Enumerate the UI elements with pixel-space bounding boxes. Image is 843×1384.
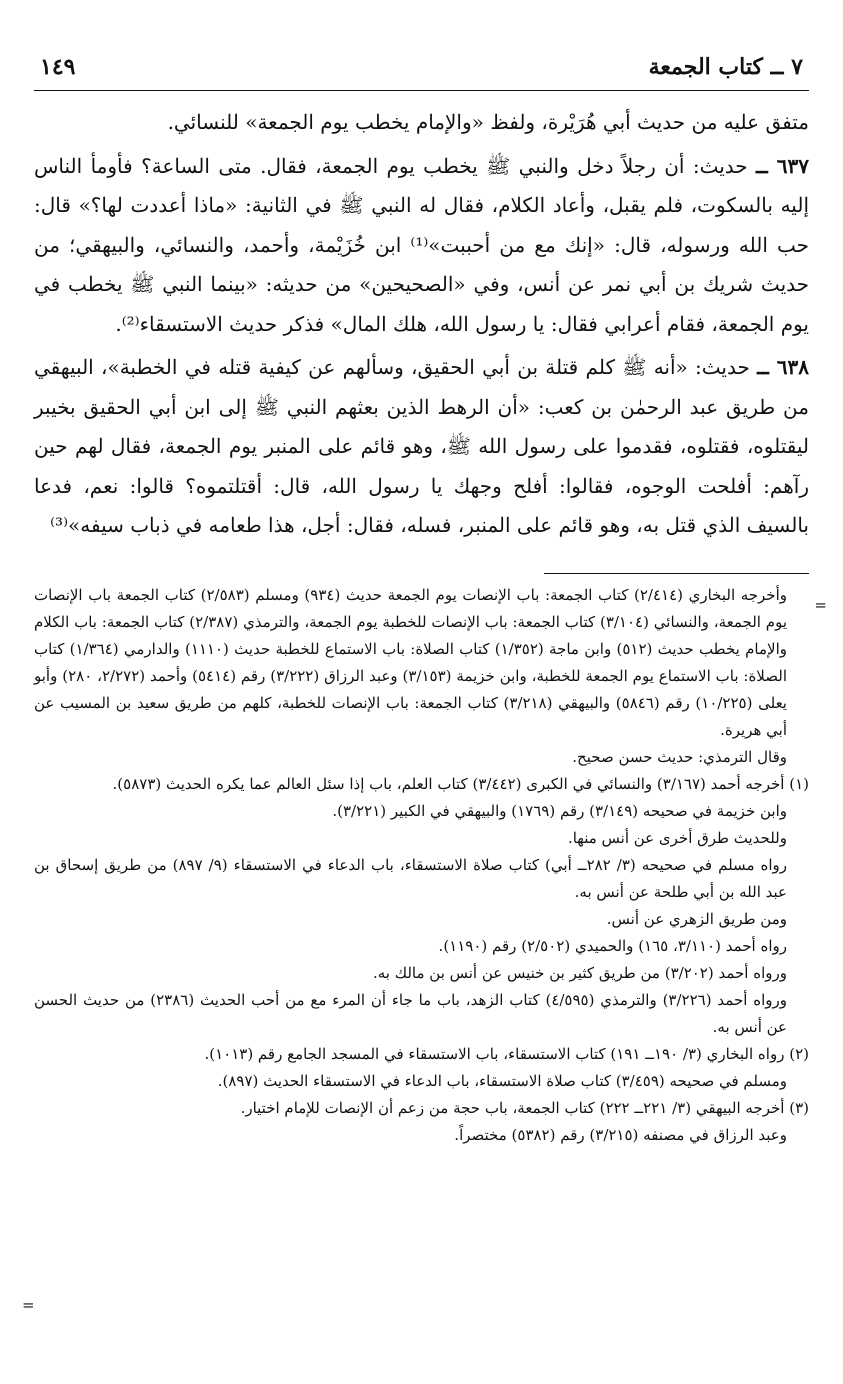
page-number: ١٤٩ <box>40 54 76 80</box>
hadith-text: حديث: أن رجلاً دخل والنبي ﷺ يخطب يوم الجمعة، فقال. متى الساعة؟ فأومأ الناس إليه بالسكوت، فلم يقبل، وأعاد الكلام، فقال له النبي ﷺ في الثانية: «ماذا أعددت لها؟» قال: حب الله ورسوله، قال: «إنك مع من أحببت»⁽¹⁾ ابن خُزَيْمة، وأحمد، والنسائي، والبيهقي؛ من حديث شريك بن أبي نمر عن أنس، وفي «الصحيحين» من حديثه: «بينما النبي ﷺ يخطب في يوم الجمعة، فقام أعرابي فقال: يا رسول الله، هلك المال» فذكر حديث الاستسقاء⁽²⁾. <box>34 153 809 336</box>
hadith-number: ٦٣٧ ــ <box>756 153 809 178</box>
footnote-line: ورواه أحمد (٣/٢٢٦) والترمذي (٤/٥٩٥) كتاب الزهد، باب ما جاء أن المرء مع من أحب الحديث (٢٣٨٦) من حديث الحسن عن أنس به. <box>34 991 787 1036</box>
paragraph-1: متفق عليه من حديث أبي هُرَيْرة، ولفظ «والإمام يخطب يوم الجمعة» للنسائي. <box>167 110 809 134</box>
footnote-line: وأخرجه البخاري (٢/٤١٤) كتاب الجمعة: باب الإنصات يوم الجمعة حديث (٩٣٤) ومسلم (٢/٥٨٣) كتاب الجمعة باب الإنصات يوم الجمعة، والنسائي (٣/١٠٤) كتاب الجمعة: باب الإنصات للخطبة يوم الجمعة، والترمذي (٢/٣٨٧) كتاب الجمعة: باب الكلام والإمام يخطب حديث (٥١٢) وابن ماجة (١/٣٥٢) كتاب الصلاة: باب الاستماع للخطبة حديث (١١١٠) والدارمي (١/٣٦٤) كتاب الصلاة: باب الاستماع يوم الجمعة للخطبة، وابن خزيمة (٣/١٥٣) وعبد الرزاق (٣/٢٢٢) رقم (٥٤١٤) وأحمد (٢/٢٧٢، ٢٨٠) وأبو يعلى (١٠/٢٢٥) رقم (٥٨٤٦) والبيهقي (٣/٢١٨) كتاب الجمعة: باب الإنصات للخطبة، كلهم من طريق سعيد بن المسيب عن أبي هريرة. <box>34 586 788 739</box>
footnote-line: وللحديث طرق أخرى عن أنس منها. <box>567 829 787 847</box>
footnote-line: وعبد الرزاق في مصنفه (٣/٢١٥) رقم (٥٣٨٢) مختصراً. <box>454 1126 787 1144</box>
continuation-marker: = <box>22 1296 35 1314</box>
footnote-line: وابن خزيمة في صحيحه (٣/١٤٩) رقم (١٧٦٩) والبيهقي في الكبير (٣/٢٢١). <box>332 802 787 820</box>
chapter-title: ٧ ــ كتاب الجمعة <box>648 54 803 80</box>
hadith-638 <box>34 348 809 546</box>
footnote-2: (٢) رواه البخاري (٣/ ١٩٠ــ ١٩١) كتاب الاستسقاء، باب الاستسقاء في المسجد الجامع رقم (١٠١٣). <box>204 1045 809 1063</box>
footnote-line: ورواه أحمد (٣/٢٠٢) من طريق كثير بن خنيس عن أنس بن مالك به. <box>372 964 787 982</box>
footnote-line: رواه مسلم في صحيحه (٣/ ٢٨٢ــ أبي) كتاب صلاة الاستسقاء، باب الدعاء في الاستسقاء (٩/ ٨٩٧) من طريق إسحاق بن عبد الله بن أبي طلحة عن أنس به. <box>34 856 788 901</box>
footnotes <box>34 582 809 1149</box>
footnote-separator <box>544 573 809 574</box>
hadith-text: حديث: «أنه ﷺ كلم قتلة بن أبي الحقيق، وسألهم عن كيفية قتله في الخطبة»، البيهقي من طريق عبد الرحمٰن بن كعب: «أن الرهط الذين بعثهم النبي ﷺ إلى ابن أبي الحقيق بخيبر ليقتلوه، فقتلوه، فقدموا على رسول الله ﷺ، وهو قائم على المنبر يوم الجمعة، فقال لهم حين رآهم: أفلحت الوجوه، فقالوا: أفلح وجهك يا رسول الله، قال: أقتلتموه؟ قالوا: نعم، فدعا بالسيف الذي قتل به، وهو قائم على المنبر، فسله، فقال: أجل، هذا طعامه في ذباب سيفه»⁽³⁾ <box>34 355 809 537</box>
page-header <box>34 50 809 91</box>
footnote-1: (١) أخرجه أحمد (٣/١٦٧) والنسائي في الكبرى (٣/٤٤٢) كتاب العلم، باب إذا سئل العالم عما يكره الحديث (٥٨٧٣). <box>112 775 809 793</box>
hadith-637 <box>34 147 809 345</box>
hadith-number: ٦٣٨ ــ <box>757 355 809 379</box>
continuation-marker: = <box>814 596 827 614</box>
footnote-line: وقال الترمذي: حديث حسن صحيح. <box>572 748 787 766</box>
footnote-line: ومن طريق الزهري عن أنس. <box>606 910 787 928</box>
main-text <box>34 103 809 550</box>
footnote-line: ومسلم في صحيحه (٣/٤٥٩) كتاب صلاة الاستسقاء، باب الدعاء في الاستسقاء الحديث (٨٩٧). <box>217 1072 787 1090</box>
footnote-line: رواه أحمد (٣/١١٠، ١٦٥) والحميدي (٢/٥٠٢) رقم (١١٩٠). <box>438 937 787 955</box>
footnote-3: (٣) أخرجه البيهقي (٣/ ٢٢١ــ ٢٢٢) كتاب الجمعة، باب حجة من زعم أن الإنصات للإمام اختيار. <box>240 1099 809 1117</box>
